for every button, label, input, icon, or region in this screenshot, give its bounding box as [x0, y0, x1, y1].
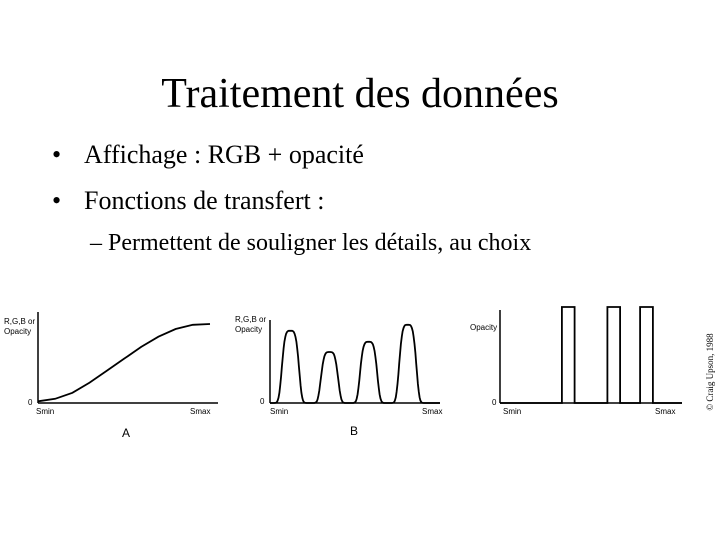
- figure-a-curve: [38, 324, 210, 401]
- bullet-item: [52, 140, 364, 170]
- bullet-item: [52, 186, 324, 216]
- figure-a-xmin: Smin: [36, 407, 55, 416]
- figure-a-ylabel: Opacity: [4, 327, 32, 336]
- figure-a-caption: A: [122, 426, 131, 440]
- figure-a-zero: 0: [28, 398, 33, 407]
- bullet-icon: •: [52, 186, 62, 215]
- figure-a-xmax: Smax: [190, 407, 211, 416]
- bullet-text: Affichage : RGB + opacité: [84, 140, 364, 169]
- figure-a: [4, 312, 218, 440]
- figure-b-xmax: Smax: [422, 407, 443, 416]
- figure-b-ylabel: R,G,B or: [235, 315, 267, 324]
- figure-a-ylabel: R,G,B or: [4, 317, 36, 326]
- figure-b-ylabel: Opacity: [235, 325, 263, 334]
- figure-c-xmax: Smax: [655, 407, 676, 416]
- slide-title: Traitement des données: [161, 71, 559, 117]
- figure-b-caption: B: [350, 424, 359, 438]
- bullet-icon: •: [52, 140, 62, 169]
- figure-c-zero: 0: [492, 398, 497, 407]
- figure-c: [470, 307, 682, 416]
- figure-c-xmin: Smin: [503, 407, 522, 416]
- figure-b-xmin: Smin: [270, 407, 289, 416]
- sub-bullet: – Permettent de souligner les détails, au choix: [90, 230, 532, 256]
- figure-c-ylabel: Opacity: [470, 323, 498, 332]
- figure-b-zero: 0: [260, 397, 265, 406]
- figure-c-curve: [500, 307, 682, 403]
- figure-b: [235, 315, 442, 438]
- copyright-note: © Craig Upson, 1988: [705, 333, 715, 411]
- transfer-function-figures: [0, 290, 720, 450]
- figure-b-curve: [270, 325, 440, 403]
- bullet-text: Fonctions de transfert :: [84, 186, 325, 215]
